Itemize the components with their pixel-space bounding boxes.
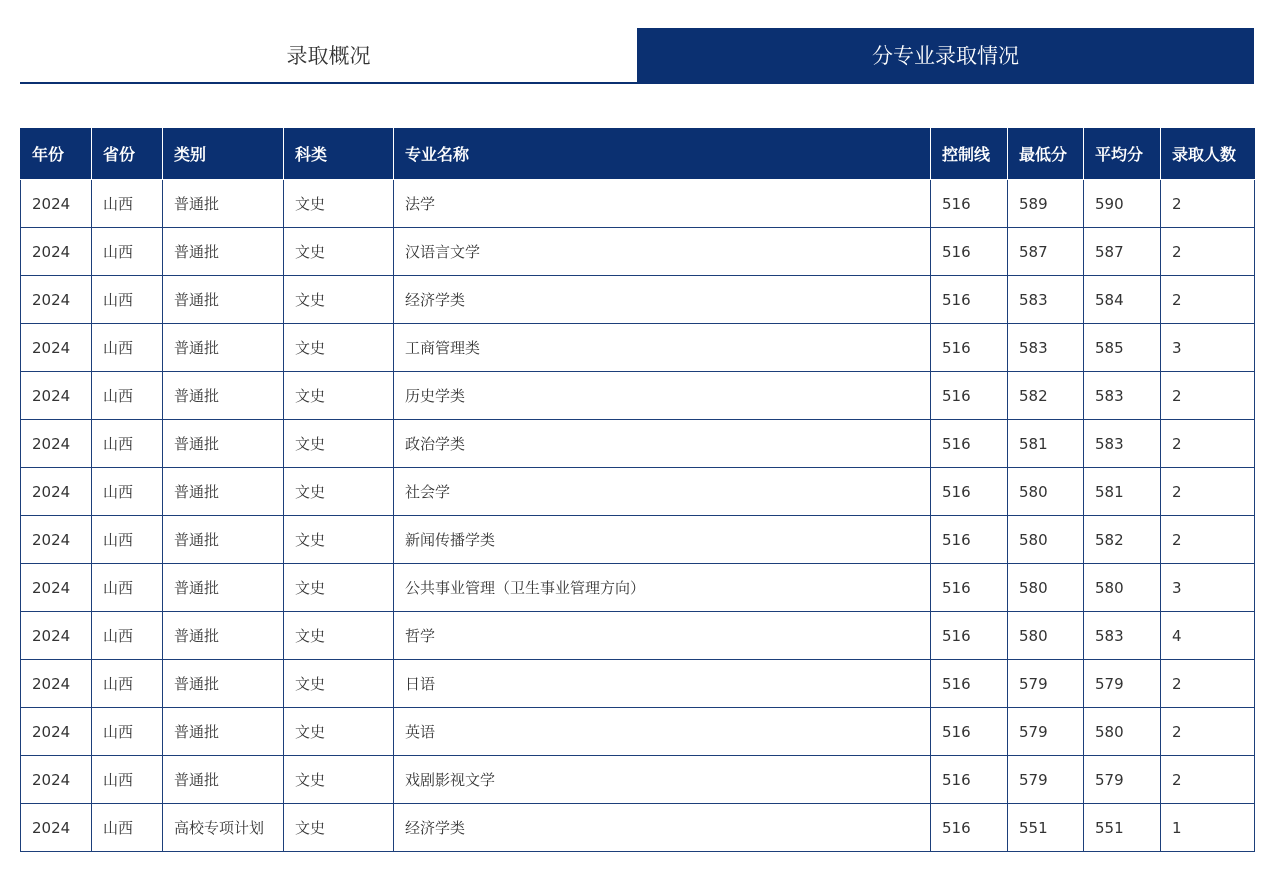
category-cell: 普通批 (163, 276, 284, 324)
table-body (21, 180, 1255, 852)
table-row (21, 708, 1255, 756)
min-score-cell: 551 (1008, 804, 1084, 852)
table-row (21, 180, 1255, 228)
province-cell: 山西 (92, 708, 163, 756)
major-cell: 经济学类 (394, 804, 931, 852)
category-cell: 普通批 (163, 468, 284, 516)
tab-bar (20, 28, 1254, 84)
major-cell: 法学 (394, 180, 931, 228)
table-row (21, 564, 1255, 612)
admitted-count-cell: 3 (1161, 564, 1255, 612)
control-line-cell: 516 (931, 372, 1008, 420)
major-cell: 英语 (394, 708, 931, 756)
min-score-cell: 580 (1008, 468, 1084, 516)
major-cell: 日语 (394, 660, 931, 708)
province-cell: 山西 (92, 468, 163, 516)
tab-admission-by-major[interactable]: 分专业录取情况 (637, 28, 1254, 82)
avg-score-cell: 582 (1084, 516, 1161, 564)
province-cell: 山西 (92, 660, 163, 708)
province-cell: 山西 (92, 420, 163, 468)
province-cell: 山西 (92, 180, 163, 228)
major-cell: 经济学类 (394, 276, 931, 324)
category-cell: 普通批 (163, 660, 284, 708)
province-cell: 山西 (92, 324, 163, 372)
category-cell: 普通批 (163, 612, 284, 660)
avg-score-cell: 583 (1084, 420, 1161, 468)
subject-cell: 文史 (284, 564, 394, 612)
major-cell: 历史学类 (394, 372, 931, 420)
control-line-cell: 516 (931, 228, 1008, 276)
tab-admission-overview[interactable]: 录取概况 (20, 28, 637, 82)
subject-cell: 文史 (284, 660, 394, 708)
subject-cell: 文史 (284, 708, 394, 756)
province-cell: 山西 (92, 228, 163, 276)
table-row (21, 804, 1255, 852)
column-header-avg-score[interactable]: 平均分 (1084, 128, 1161, 180)
avg-score-cell: 583 (1084, 612, 1161, 660)
admitted-count-cell: 2 (1161, 660, 1255, 708)
admitted-count-cell: 2 (1161, 228, 1255, 276)
avg-score-cell: 590 (1084, 180, 1161, 228)
major-cell: 新闻传播学类 (394, 516, 931, 564)
province-cell: 山西 (92, 564, 163, 612)
major-cell: 政治学类 (394, 420, 931, 468)
category-cell: 普通批 (163, 564, 284, 612)
category-cell: 普通批 (163, 420, 284, 468)
province-cell: 山西 (92, 276, 163, 324)
admitted-count-cell: 2 (1161, 756, 1255, 804)
avg-score-cell: 581 (1084, 468, 1161, 516)
subject-cell: 文史 (284, 804, 394, 852)
table-row (21, 420, 1255, 468)
avg-score-cell: 551 (1084, 804, 1161, 852)
table-row (21, 468, 1255, 516)
table-row (21, 516, 1255, 564)
admitted-count-cell: 2 (1161, 180, 1255, 228)
subject-cell: 文史 (284, 180, 394, 228)
category-cell: 普通批 (163, 180, 284, 228)
subject-cell: 文史 (284, 612, 394, 660)
control-line-cell: 516 (931, 420, 1008, 468)
avg-score-cell: 579 (1084, 756, 1161, 804)
min-score-cell: 583 (1008, 276, 1084, 324)
year-cell: 2024 (21, 564, 92, 612)
avg-score-cell: 579 (1084, 660, 1161, 708)
min-score-cell: 579 (1008, 660, 1084, 708)
major-cell: 公共事业管理（卫生事业管理方向） (394, 564, 931, 612)
min-score-cell: 582 (1008, 372, 1084, 420)
control-line-cell: 516 (931, 804, 1008, 852)
subject-cell: 文史 (284, 756, 394, 804)
province-cell: 山西 (92, 516, 163, 564)
column-header-min-score[interactable]: 最低分 (1008, 128, 1084, 180)
year-cell: 2024 (21, 180, 92, 228)
column-header-major[interactable]: 专业名称 (394, 128, 931, 180)
min-score-cell: 580 (1008, 612, 1084, 660)
table-header-row (21, 128, 1255, 180)
avg-score-cell: 585 (1084, 324, 1161, 372)
min-score-cell: 579 (1008, 708, 1084, 756)
subject-cell: 文史 (284, 516, 394, 564)
admitted-count-cell: 2 (1161, 276, 1255, 324)
column-header-subject[interactable]: 科类 (284, 128, 394, 180)
year-cell: 2024 (21, 612, 92, 660)
table-row (21, 276, 1255, 324)
min-score-cell: 583 (1008, 324, 1084, 372)
year-cell: 2024 (21, 708, 92, 756)
control-line-cell: 516 (931, 564, 1008, 612)
admitted-count-cell: 2 (1161, 372, 1255, 420)
category-cell: 普通批 (163, 756, 284, 804)
province-cell: 山西 (92, 804, 163, 852)
table-row (21, 612, 1255, 660)
major-cell: 哲学 (394, 612, 931, 660)
admitted-count-cell: 3 (1161, 324, 1255, 372)
control-line-cell: 516 (931, 612, 1008, 660)
control-line-cell: 516 (931, 516, 1008, 564)
admitted-count-cell: 2 (1161, 420, 1255, 468)
province-cell: 山西 (92, 756, 163, 804)
column-header-admitted-count[interactable]: 录取人数 (1161, 128, 1255, 180)
table-row (21, 372, 1255, 420)
control-line-cell: 516 (931, 324, 1008, 372)
province-cell: 山西 (92, 372, 163, 420)
avg-score-cell: 583 (1084, 372, 1161, 420)
control-line-cell: 516 (931, 468, 1008, 516)
table-row (21, 324, 1255, 372)
table-row (21, 228, 1255, 276)
year-cell: 2024 (21, 420, 92, 468)
column-header-year[interactable]: 年份 (21, 128, 92, 180)
min-score-cell: 580 (1008, 516, 1084, 564)
control-line-cell: 516 (931, 276, 1008, 324)
admitted-count-cell: 4 (1161, 612, 1255, 660)
avg-score-cell: 580 (1084, 564, 1161, 612)
control-line-cell: 516 (931, 708, 1008, 756)
major-cell: 戏剧影视文学 (394, 756, 931, 804)
year-cell: 2024 (21, 660, 92, 708)
year-cell: 2024 (21, 756, 92, 804)
control-line-cell: 516 (931, 660, 1008, 708)
year-cell: 2024 (21, 804, 92, 852)
subject-cell: 文史 (284, 228, 394, 276)
category-cell: 普通批 (163, 516, 284, 564)
avg-score-cell: 580 (1084, 708, 1161, 756)
admitted-count-cell: 1 (1161, 804, 1255, 852)
min-score-cell: 587 (1008, 228, 1084, 276)
year-cell: 2024 (21, 516, 92, 564)
category-cell: 普通批 (163, 372, 284, 420)
table-row (21, 660, 1255, 708)
admission-table (20, 128, 1255, 852)
column-header-category[interactable]: 类别 (163, 128, 284, 180)
category-cell: 普通批 (163, 228, 284, 276)
year-cell: 2024 (21, 468, 92, 516)
major-cell: 社会学 (394, 468, 931, 516)
year-cell: 2024 (21, 228, 92, 276)
min-score-cell: 589 (1008, 180, 1084, 228)
year-cell: 2024 (21, 372, 92, 420)
category-cell: 高校专项计划 (163, 804, 284, 852)
major-cell: 汉语言文学 (394, 228, 931, 276)
subject-cell: 文史 (284, 324, 394, 372)
control-line-cell: 516 (931, 180, 1008, 228)
major-cell: 工商管理类 (394, 324, 931, 372)
control-line-cell: 516 (931, 756, 1008, 804)
year-cell: 2024 (21, 324, 92, 372)
year-cell: 2024 (21, 276, 92, 324)
subject-cell: 文史 (284, 420, 394, 468)
category-cell: 普通批 (163, 324, 284, 372)
province-cell: 山西 (92, 612, 163, 660)
column-header-province[interactable]: 省份 (92, 128, 163, 180)
avg-score-cell: 584 (1084, 276, 1161, 324)
min-score-cell: 581 (1008, 420, 1084, 468)
admitted-count-cell: 2 (1161, 468, 1255, 516)
subject-cell: 文史 (284, 276, 394, 324)
admitted-count-cell: 2 (1161, 516, 1255, 564)
min-score-cell: 579 (1008, 756, 1084, 804)
avg-score-cell: 587 (1084, 228, 1161, 276)
min-score-cell: 580 (1008, 564, 1084, 612)
table-row (21, 756, 1255, 804)
subject-cell: 文史 (284, 468, 394, 516)
column-header-control-line[interactable]: 控制线 (931, 128, 1008, 180)
subject-cell: 文史 (284, 372, 394, 420)
admitted-count-cell: 2 (1161, 708, 1255, 756)
category-cell: 普通批 (163, 708, 284, 756)
